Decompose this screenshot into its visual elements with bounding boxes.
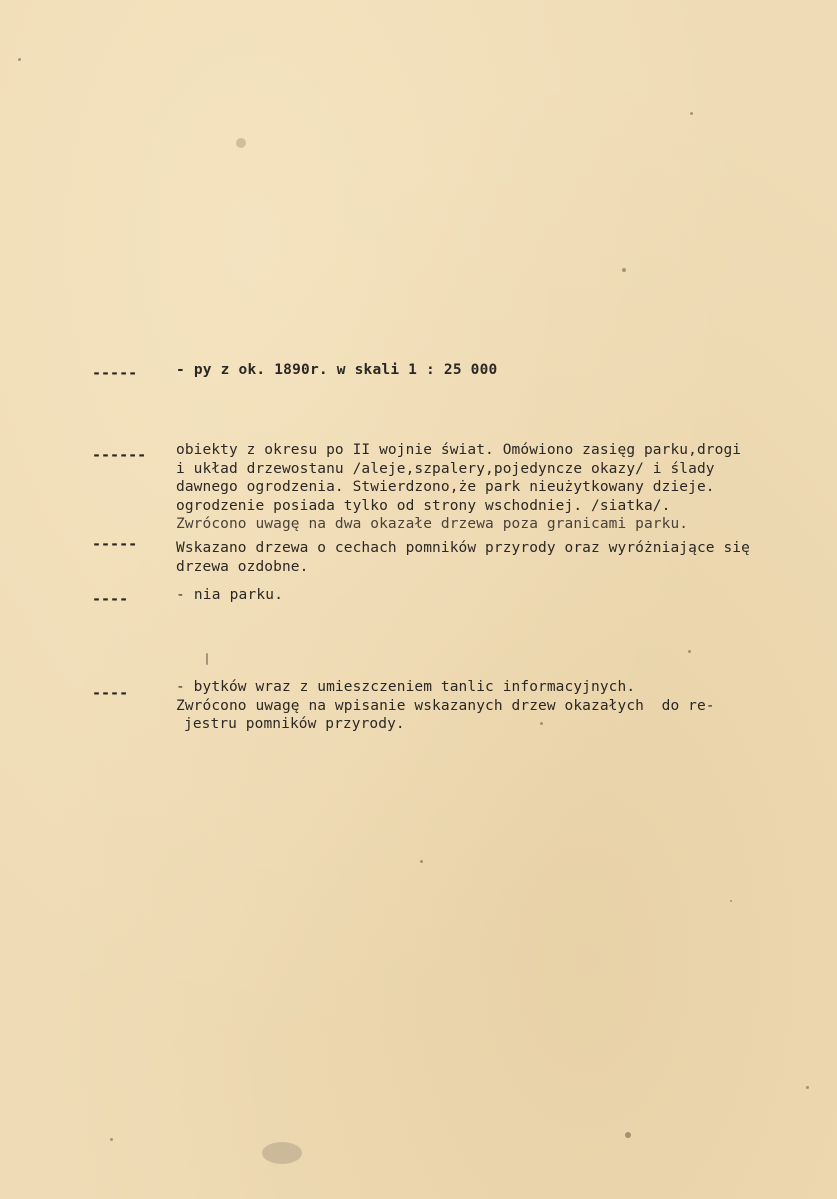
paper-speck (206, 653, 208, 665)
margin-dash-marker: ------ (92, 446, 147, 464)
entry-text-line: - bytków wraz z umieszczeniem tanlic informacyjnych. (176, 679, 636, 695)
entry-text-line: dawnego ogrodzenia. Stwierdzono,że park nieużytkowany dzieje. (176, 479, 715, 495)
margin-dash-marker: ----- (92, 364, 138, 382)
margin-dash-marker: ---- (92, 684, 129, 702)
entry-text-line: jestru pomników przyrody. (184, 716, 405, 732)
entry-paragraph (176, 539, 821, 576)
entry-text-line: Zwrócono uwagę na dwa okazałe drzewa poza granicami parku. (176, 516, 689, 532)
entry-paragraph (176, 441, 821, 534)
entry-text-line: i układ drzewostanu /aleje,szpalery,pojedyncze okazy/ i ślady (176, 460, 715, 477)
paper-speck (18, 58, 21, 61)
margin-dash-marker: ---- (92, 590, 129, 608)
entry-paragraph (176, 678, 821, 734)
paper-speck (622, 268, 626, 272)
margin-dash-marker: ----- (92, 535, 138, 553)
paper-speck (730, 900, 732, 902)
paper-speck (806, 1086, 809, 1089)
paper-stain (262, 1142, 302, 1164)
entry-text-line: Wskazano drzewa o cechach pomników przyrody oraz wyróżniające się (176, 540, 750, 556)
entry-text-line: - py z ok. 1890r. w skali 1 : 25 000 (176, 362, 498, 378)
entry-text-line: - nia parku. (176, 587, 284, 603)
entry-text-line: drzewa ozdobne. (176, 558, 309, 575)
entry-text-line: Zwrócono uwagę na wpisanie wskazanych drzew okazałych do re- (176, 697, 715, 714)
entry-text-line: ogrodzenie posiada tylko od strony wschodniej. /siatka/. (176, 497, 671, 514)
paper-speck (625, 1132, 631, 1138)
paper-speck (690, 112, 693, 115)
paper-stain (236, 138, 246, 148)
paper-speck (110, 1138, 113, 1141)
paper-speck (688, 650, 691, 653)
entry-text-line: obiekty z okresu po II wojnie świat. Omówiono zasięg parku,drogi (176, 442, 742, 458)
paper-speck (420, 860, 423, 863)
